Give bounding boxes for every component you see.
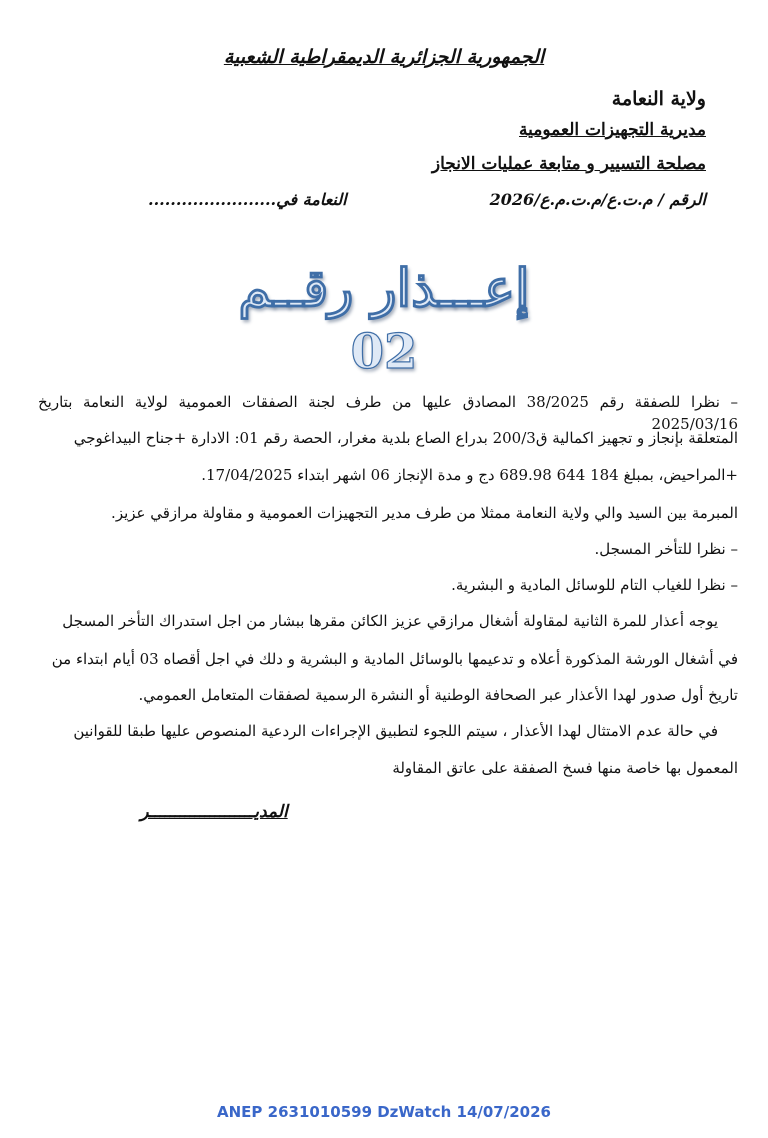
- paragraph-7: يوجه أعذار للمرة الثانية لمقاولة أشغال مرازقي عزيز الكائن مقرها ببشار من اجل استدراك التأخر المسجل: [62, 612, 718, 630]
- republic-heading: الجمهورية الجزائرية الديمقراطية الشعبية: [223, 46, 545, 68]
- directorate-label: مديرية التجهيزات العمومية: [519, 120, 706, 140]
- city-date: النعامة في.......................: [148, 190, 347, 209]
- paragraph-2: المتعلقة بإنجاز و تجهيز اكمالية ق200/3 بدراع الصاع بلدية مغرار، الحصة رقم 01: الادارة +جناح البيداغوجي: [73, 429, 738, 447]
- paragraph-5: – نظرا للتأخر المسجل.: [594, 540, 738, 558]
- wilaya-label: ولاية النعامة: [611, 88, 706, 110]
- director-signature: المديـــــــــــــــــــــر: [140, 802, 288, 822]
- reference-number: الرقم / م.ت.ع/م.ت.م.ع/2026: [489, 190, 706, 209]
- paragraph-3: +المراحيض، بمبلغ 184 644 689.98 دج و مدة الإنجاز 06 اشهر ابتداء 17/04/2025.: [201, 466, 738, 484]
- notice-title: إعـــذار رقــم: [238, 258, 530, 319]
- paragraph-11: المعمول بها خاصة منها فسخ الصفقة على عاتق المقاولة: [392, 759, 738, 777]
- paragraph-1: – نظرا للصفقة رقم 38/2025 المصادق عليها من طرف لجنة الصفقات العمومية لولاية النعامة بتاريخ 2025/03/16: [38, 393, 738, 433]
- service-label: مصلحة التسيير و متابعة عمليات الانجاز: [431, 154, 706, 174]
- footer-reference: ANEP 2631010599 DzWatch 14/07/2026: [217, 1103, 551, 1121]
- paragraph-9: تاريخ أول صدور لهدا الأعذار عبر الصحافة الوطنية أو النشرة الرسمية لصفقات المتعامل العمومي.: [138, 686, 738, 704]
- paragraph-6: – نظرا للغياب التام للوسائل المادية و البشرية.: [451, 576, 738, 594]
- paragraph-8: في أشغال الورشة المذكورة أعلاه و تدعيمها بالوسائل المادية و البشرية و دلك في اجل أقصاه 03 أيام ابتداء من: [51, 650, 738, 668]
- paragraph-4: المبرمة بين السيد والي ولاية النعامة ممثلا من طرف مدير التجهيزات العمومية و مقاولة مرازقي عزيز.: [111, 504, 738, 522]
- paragraph-10: في حالة عدم الامتثال لهدا الأعذار ، سيتم اللجوء لتطبيق الإجراءات الردعية المنصوص عليها طبقا للقوانين: [73, 722, 718, 740]
- notice-number: 02: [350, 324, 418, 380]
